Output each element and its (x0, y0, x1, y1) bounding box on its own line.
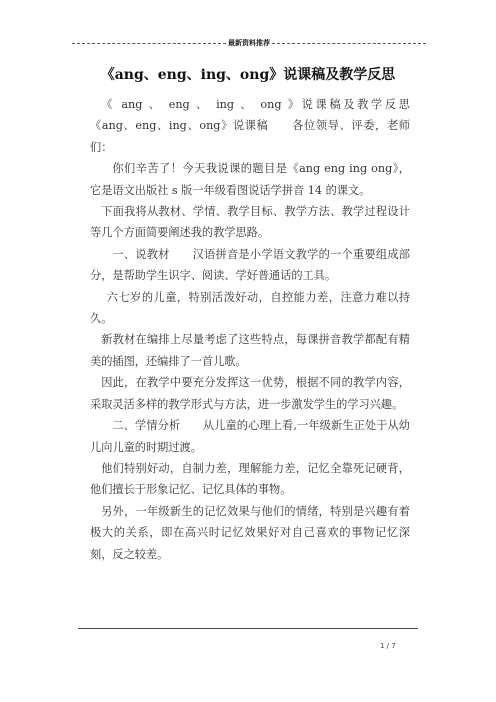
page-header (72, 38, 426, 48)
paragraph: 二、学情分析 从儿童的心理上看,一年级新生正处于从幼儿向儿童的时期过渡。 (90, 419, 410, 454)
header-rule-right (272, 43, 426, 44)
paragraph: 另外，一年级新生的记忆效果与他们的情绪，特别是兴趣有着极大的关系，即在高兴时记忆效果好对自己喜欢的事物记忆深刻，反之较差。 (90, 504, 410, 561)
header-text: 最新资料推荐 (228, 39, 270, 47)
paragraph: 新教材在编排上尽量考虑了这些特点，每课拼音教学都配有精美的插图，还编排了一首儿歌。 (90, 333, 410, 368)
paragraph: 下面我将从教材、学情、教学目标、教学方法、教学过程设计等几个方面简要阐述我的教学思路。 (90, 205, 410, 240)
document-title: 《ang、eng、ing、ong》说课稿及教学反思 (100, 67, 396, 83)
footer-rule (78, 628, 418, 629)
header-rule-left (72, 43, 226, 44)
paragraph: 一、说教材 汉语拼音是小学语文教学的一个重要组成部分，是帮助学生识字、阅读、学好普通话的工具。 (90, 247, 410, 283)
paragraph: 你们辛苦了！今天我说课的题目是《ang eng ing ong》，它是语文出版社 s 版一年级看图说话学拼音 14 的课文。 (90, 162, 410, 197)
paragraph: 六七岁的儿童，特别活泼好动，自控能力差，注意力难以持久。 (90, 290, 410, 326)
document-body (90, 94, 433, 565)
page-number: 1 / 7 (380, 642, 396, 650)
paragraph: 他们特别好动，自制力差，理解能力差，记忆全靠死记硬背，他们擅长于形象记忆、记忆具体的事物。 (90, 461, 410, 497)
paragraph: 因此，在教学中要充分发挥这一优势，根据不同的教学内容，采取灵活多样的教学形式与方法，进一步激发学生的学习兴趣。 (90, 376, 410, 411)
paragraph: 《 ang 、 eng 、 ing 、 ong 》说课稿及教学反思 《ang、eng、ing、ong》说课稿 各位领导、评委，老师们： (90, 98, 433, 154)
